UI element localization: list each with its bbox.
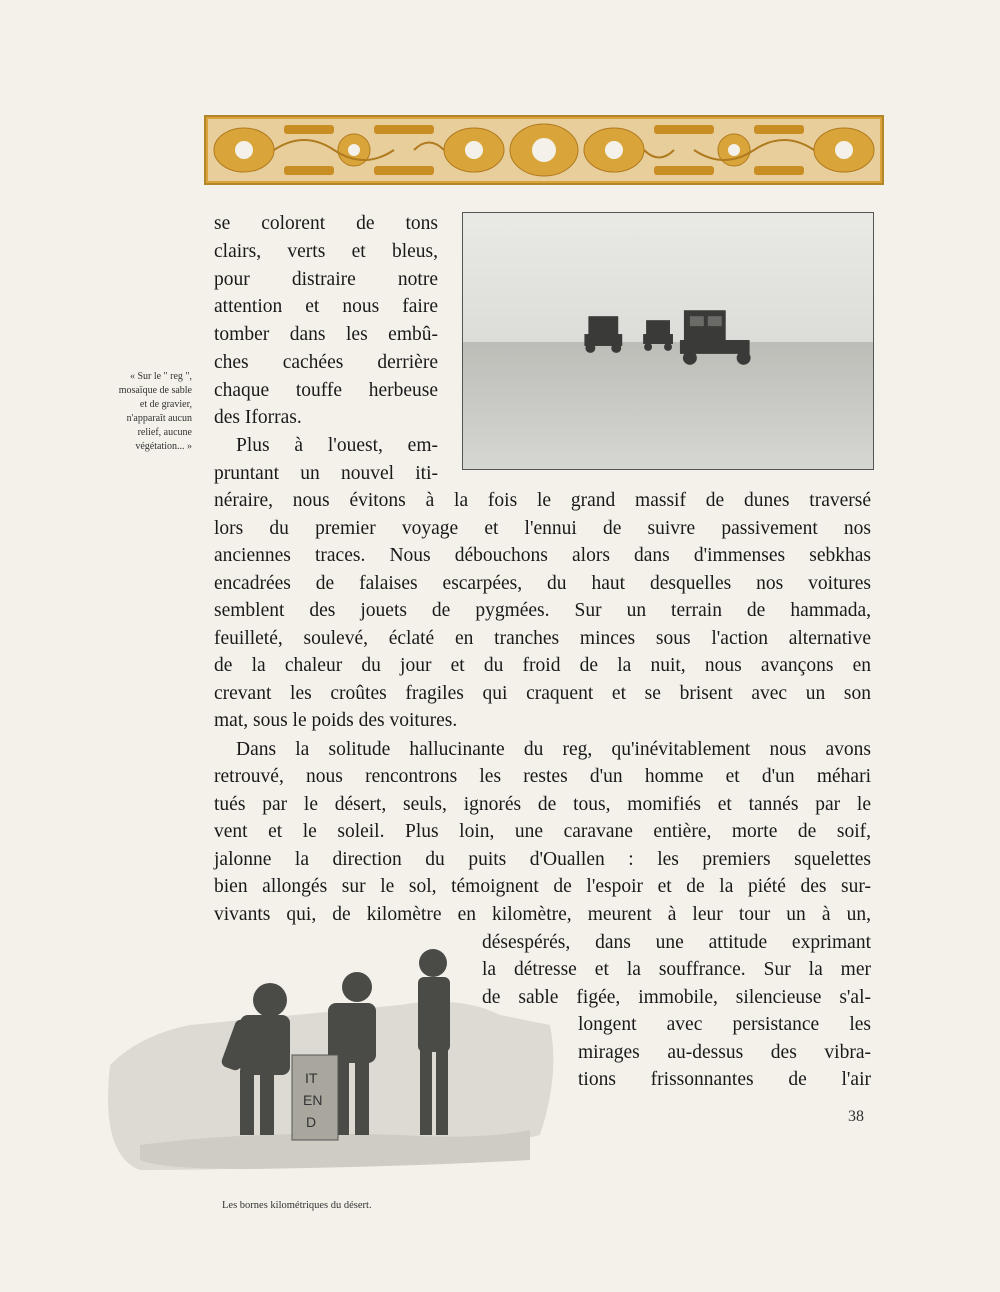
arabesque-ornament	[204, 115, 884, 185]
side-caption	[70, 370, 192, 454]
text-line: crevant les croûtes fragiles qui craquent et se brisent avec un son	[214, 683, 871, 704]
marker-sign-text: IT	[305, 1070, 318, 1086]
text-line: lors du premier voyage et l'ennui de suivre passivement nos	[214, 518, 871, 539]
photo-desert-vehicles	[462, 212, 874, 470]
men-marker-image	[100, 945, 570, 1175]
text-line: longent avec persistance les	[578, 1014, 871, 1035]
text-line: chaque touffe herbeuse	[214, 380, 438, 401]
text-line: mirages au-dessus des vibra-	[578, 1042, 871, 1063]
text-line: clairs, verts et bleus,	[214, 241, 438, 262]
text-line: de sable figée, immobile, silencieuse s'al-	[482, 987, 871, 1008]
photo-caption: Les bornes kilométriques du désert.	[222, 1200, 372, 1211]
side-caption-line: mosaïque de sable	[118, 385, 192, 396]
text-line: vivants qui, de kilomètre en kilomètre, meurent à leur tour un à un,	[214, 904, 871, 925]
side-caption-line: n'apparaît aucun	[126, 413, 192, 424]
text-line: bien allongés sur le sol, témoignent de l'espoir et de la piété des sur-	[214, 876, 871, 897]
text-line: de la chaleur du jour et du froid de la nuit, nous avançons en	[214, 655, 871, 676]
text-line: pruntant un nouvel iti-	[214, 463, 438, 484]
marker-sign-text: EN	[303, 1092, 323, 1108]
text-line: la détresse et la souffrance. Sur la mer	[482, 959, 871, 980]
text-line: encadrées de falaises escarpées, du haut desquelles nos voitures	[214, 573, 871, 594]
text-line: Dans la solitude hallucinante du reg, qu'inévitablement nous avons	[236, 739, 871, 760]
text-line: se colorent de tons	[214, 213, 438, 234]
page-number: 38	[848, 1108, 864, 1125]
text-line: tions frissonnantes de l'air	[578, 1069, 871, 1090]
text-line: pour distraire notre	[214, 269, 438, 290]
text-line: tomber dans les embû-	[214, 324, 438, 345]
text-line: des Iforras.	[214, 407, 302, 428]
text-line: attention et nous faire	[214, 296, 438, 317]
marker-sign-text: D	[306, 1114, 317, 1130]
text-line: retrouvé, nous rencontrons les restes d'un homme et d'un méhari	[214, 766, 871, 787]
photo-desert-markers	[100, 945, 570, 1175]
text-line: tués par le désert, seuls, ignorés de tous, momifiés et tannés par le	[214, 794, 871, 815]
text-line: Plus à l'ouest, em-	[236, 435, 438, 456]
side-caption-line: et de gravier,	[139, 399, 192, 410]
side-caption-line: relief, aucune	[137, 427, 192, 438]
side-caption-line: « Sur le " reg ",	[129, 371, 192, 382]
text-line: vent et le soleil. Plus loin, une caravane entière, morte de soif,	[214, 821, 871, 842]
text-line: jalonne la direction du puits d'Ouallen : les premiers squelettes	[214, 849, 871, 870]
text-line: mat, sous le poids des voitures.	[214, 710, 458, 731]
text-line: semblent des jouets de pygmées. Sur un terrain de hammada,	[214, 600, 871, 621]
text-line: néraire, nous évitons à la fois le grand massif de dunes traversé	[214, 490, 871, 511]
text-line: désespérés, dans une attitude exprimant	[482, 932, 871, 953]
ornamental-banner	[204, 115, 884, 185]
side-caption-line: végétation... »	[135, 441, 192, 452]
text-line: feuilleté, soulevé, éclaté en tranches minces sous l'action alternative	[214, 628, 871, 649]
vehicles-image	[463, 213, 873, 469]
text-line: ches cachées derrière	[214, 352, 438, 373]
text-line: anciennes traces. Nous débouchons alors dans d'immenses sebkhas	[214, 545, 871, 566]
